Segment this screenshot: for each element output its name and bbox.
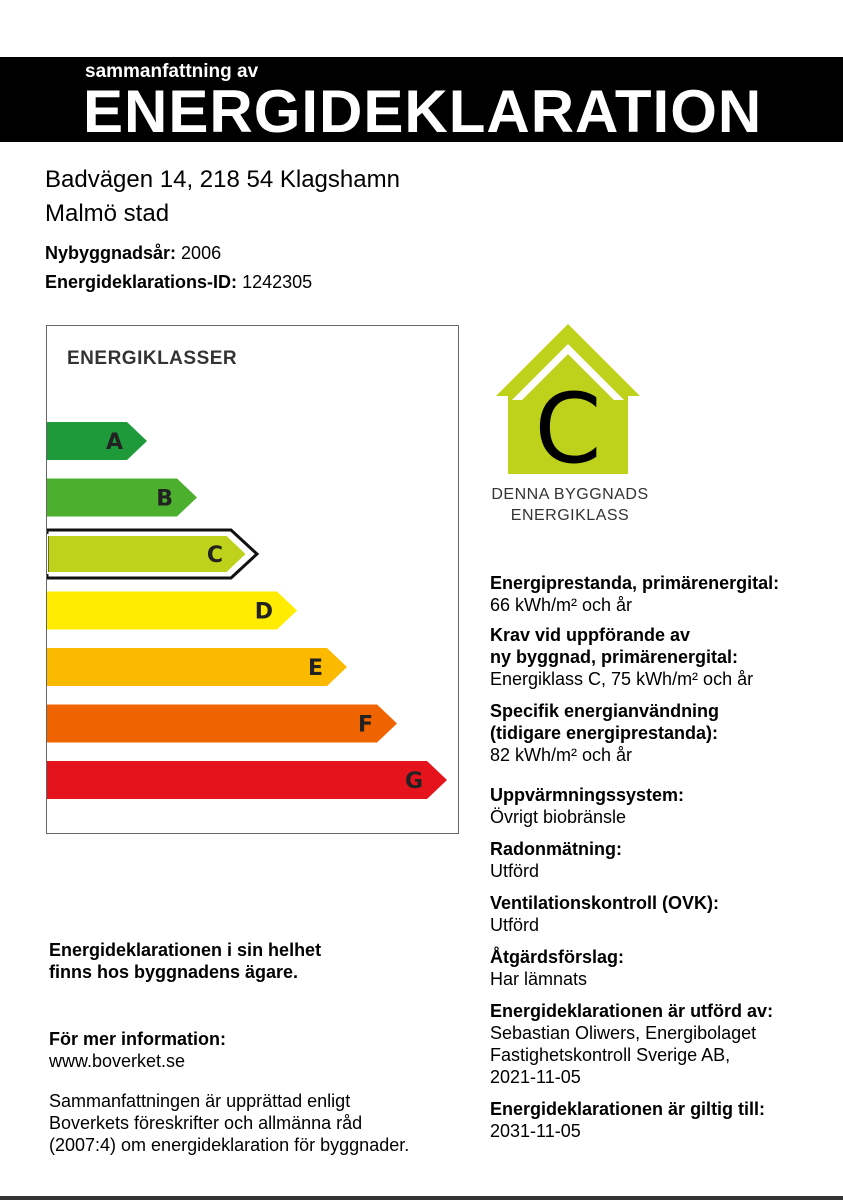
info-label: Åtgärdsförslag: — [490, 947, 625, 967]
info-value: Utförd — [490, 915, 540, 935]
info-item — [490, 624, 830, 690]
info-item — [490, 784, 830, 828]
more-info-link[interactable]: www.boverket.se — [49, 1051, 186, 1071]
legal-note: Sammanfattningen är upprättad enligt Boverkets föreskrifter och allmänna råd (2007:4) om energideklaration för byggnader. — [49, 1091, 410, 1155]
energy-class-letter: E — [307, 656, 323, 681]
bottom-divider — [0, 1196, 843, 1200]
info-label: Uppvärmningssystem: — [490, 785, 685, 805]
energy-class-e — [47, 648, 347, 686]
info-value: Utförd — [490, 861, 540, 881]
info-label: Energiprestanda, primärenergital: — [490, 573, 780, 593]
energy-class-arrow — [47, 761, 447, 799]
energy-class-letter: D — [254, 599, 273, 625]
declaration-id-label: Energideklarations-ID: — [45, 272, 238, 292]
energy-class-letter: C — [206, 543, 223, 568]
header-title: ENERGIDEKLARATION — [83, 78, 763, 145]
energy-class-arrow — [47, 479, 197, 517]
info-value: Har lämnats — [490, 969, 588, 989]
more-info-label: För mer information: — [49, 1029, 227, 1049]
energy-class-b — [47, 479, 197, 517]
info-label: Krav vid uppförande av ny byggnad, primärenergital: — [490, 625, 739, 667]
info-value: Sebastian Oliwers, Energibolaget Fastighetskontroll Sverige AB, 2021-11-05 — [490, 1023, 757, 1087]
info-item — [490, 1000, 830, 1088]
info-label: Energideklarationen är giltig till: — [490, 1099, 766, 1119]
info-item — [490, 572, 830, 616]
info-value: Energiklass C, 75 kWh/m² och år — [490, 669, 754, 689]
header-banner — [0, 57, 843, 145]
property-address: Badvägen 14, 218 54 Klagshamn — [45, 166, 400, 193]
house-class-letter: C — [534, 373, 602, 478]
construction-year-label: Nybyggnadsår: — [45, 243, 177, 263]
info-item — [490, 700, 830, 766]
info-item — [490, 892, 830, 936]
energy-class-f — [47, 705, 397, 743]
info-label: Specifik energianvändning (tidigare energiprestanda): — [490, 701, 720, 743]
energy-class-letter: B — [156, 486, 173, 512]
energy-class-letter: F — [357, 712, 373, 738]
energy-class-arrow — [47, 422, 147, 460]
info-item — [490, 838, 830, 882]
declaration-id-value: 1242305 — [242, 272, 313, 292]
info-item — [490, 1098, 830, 1142]
property-municipality: Malmö stad — [45, 200, 170, 227]
info-value: 66 kWh/m² och år — [490, 595, 633, 615]
owner-note: Energideklarationen i sin helhet finns hos byggnadens ägare. — [49, 940, 322, 982]
house-caption-line2: ENERGIKLASS — [510, 507, 630, 524]
energy-class-heading: ENERGIKLASSER — [67, 348, 238, 369]
house-class-caption — [460, 484, 680, 526]
energy-class-letter: G — [404, 769, 423, 794]
energy-class-arrow — [47, 705, 397, 743]
energy-class-d — [47, 592, 297, 630]
info-item — [490, 946, 830, 990]
declaration-id — [45, 272, 312, 293]
energy-class-c — [47, 530, 257, 578]
energy-class-arrow — [47, 648, 347, 686]
construction-year — [45, 243, 221, 264]
info-label: Energideklarationen är utförd av: — [490, 1001, 774, 1021]
energy-class-letter: A — [105, 430, 123, 455]
house-class-icon — [488, 320, 648, 478]
construction-year-value: 2006 — [181, 243, 222, 263]
energy-class-scale — [46, 325, 459, 834]
info-list — [490, 572, 830, 1152]
info-value: 2031-11-05 — [490, 1121, 581, 1141]
energy-class-chart — [47, 326, 460, 835]
info-label: Ventilationskontroll (OVK): — [490, 893, 720, 913]
house-caption-line1: DENNA BYGGNADS — [491, 486, 649, 503]
info-label: Radonmätning: — [490, 839, 622, 859]
header-subtitle: sammanfattning av — [85, 61, 259, 82]
info-value: 82 kWh/m² och år — [490, 745, 633, 765]
energy-class-a — [47, 422, 147, 460]
info-value: Övrigt biobränsle — [490, 807, 627, 827]
energy-class-g — [47, 761, 447, 799]
